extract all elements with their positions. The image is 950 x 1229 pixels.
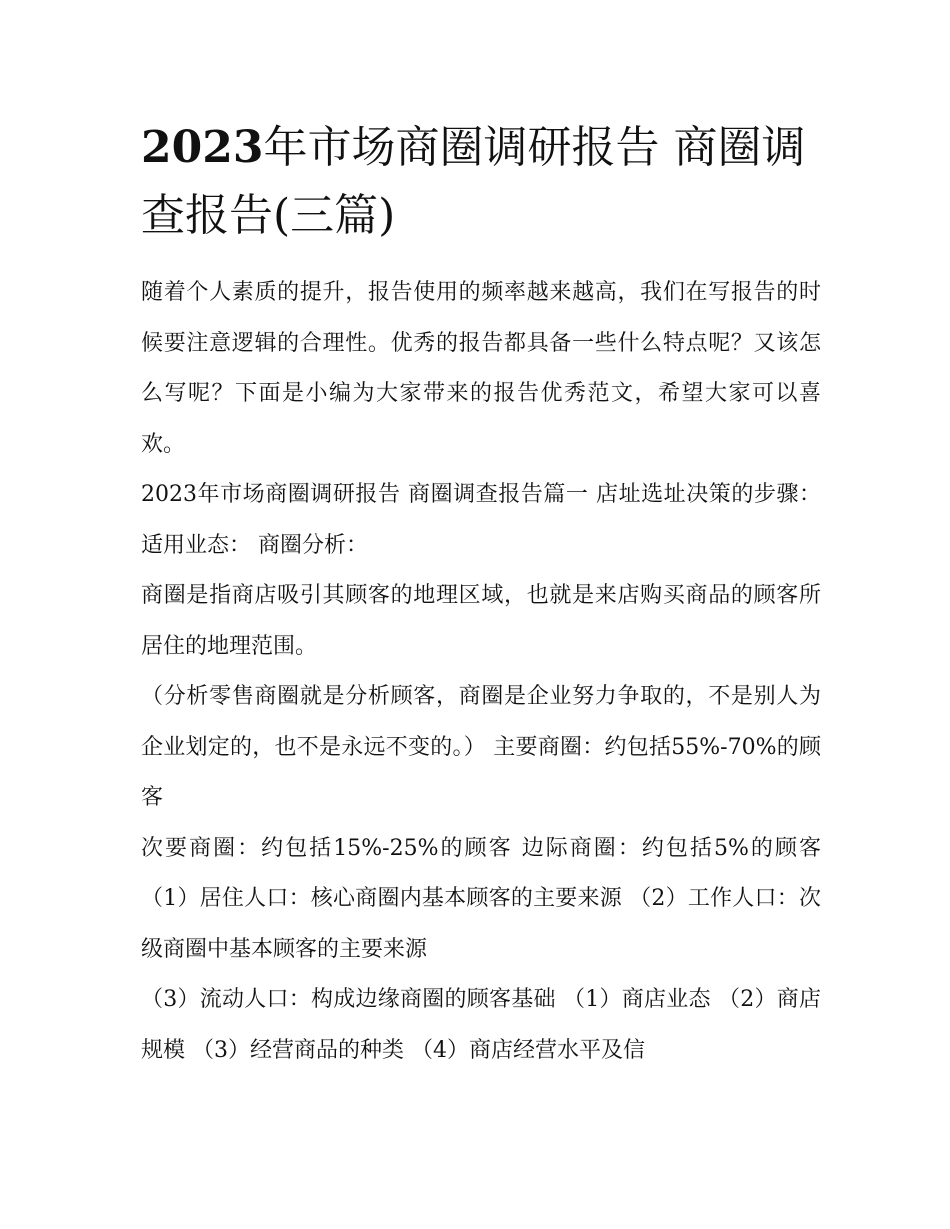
title-year: 2023 [141, 122, 264, 173]
document-content [141, 114, 821, 1076]
paragraph-secondary: 次要商圈：约包括15%-25%的顾客 边际商圈：约包括5%的顾客 （1）居住人口：核心商圈内基本顾客的主要来源 （2）工作人口：次级商圈中基本顾客的主要来源 [141, 835, 821, 962]
document-title [141, 114, 821, 250]
paragraph-analysis: （分析零售商圈就是分析顾客，商圈是企业努力争取的，不是别人为企业划定的，也不是永远不变的。） 主要商圈：约包括55%-70%的顾客 [141, 684, 821, 810]
paragraph-definition: 商圈是指商店吸引其顾客的地理区域，也就是来店购买商品的顾客所居住的地理范围。 [141, 583, 821, 659]
title-text: 年市场商圈调研报告 商圈调查报告(三篇) [141, 122, 806, 241]
document-body [141, 268, 821, 1076]
paragraph-intro: 随着个人素质的提升，报告使用的频率越来越高，我们在写报告的时候要注意逻辑的合理性。优秀的报告都具备一些什么特点呢？又该怎么写呢？下面是小编为大家带来的报告优秀范文，希望大家可以喜欢。 [141, 280, 821, 457]
paragraph-section-heading: 2023年市场商圈调研报告 商圈调查报告篇一 店址选址决策的步骤： 适用业态： 商圈分析： [141, 482, 821, 558]
paragraph-factors: （3）流动人口：构成边缘商圈的顾客基础 （1）商店业态 （2）商店规模 （3）经营商品的种类 （4）商店经营水平及信 [141, 987, 821, 1063]
